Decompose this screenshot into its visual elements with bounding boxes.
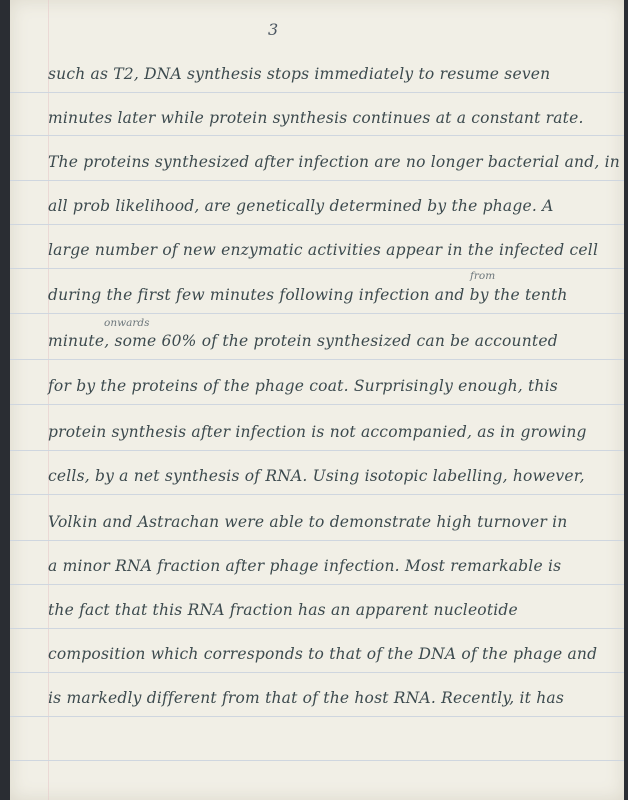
page-number: 3 (268, 20, 279, 39)
text-line-8: for by the proteins of the phage coat. Surprisingly enough, this (48, 377, 558, 395)
ruled-line (10, 494, 624, 495)
ruled-line (10, 760, 624, 761)
text-line-9: protein synthesis after infection is not accompanied, as in growing (48, 423, 587, 441)
ruled-line (10, 92, 624, 93)
text-line-6: during the first few minutes following infection and by the tenth (48, 286, 568, 304)
text-line-15: is markedly different from that of the host RNA. Recently, it has (48, 689, 564, 707)
text-line-7: minute, some 60% of the protein synthesized can be accounted (48, 332, 558, 350)
ruled-line (10, 268, 624, 269)
manuscript-page (10, 0, 624, 800)
ruled-line (10, 359, 624, 360)
text-line-11: Volkin and Astrachan were able to demonstrate high turnover in (48, 513, 568, 531)
text-line-3: The proteins synthesized after infection are no longer bacterial and, in (48, 153, 620, 171)
ruled-line (10, 450, 624, 451)
text-line-2: minutes later while protein synthesis continues at a constant rate. (48, 109, 584, 127)
text-line-5: large number of new enzymatic activities appear in the infected cell (48, 241, 599, 259)
ruled-line (10, 716, 624, 717)
ruled-line (10, 628, 624, 629)
text-line-12: a minor RNA fraction after phage infection. Most remarkable is (48, 557, 562, 575)
text-line-14: composition which corresponds to that of the DNA of the phage and (48, 645, 598, 663)
ruled-line (10, 313, 624, 314)
text-line-13: the fact that this RNA fraction has an apparent nucleotide (48, 601, 518, 619)
text-line-10: cells, by a net synthesis of RNA. Using isotopic labelling, however, (48, 467, 585, 485)
text-line-4: all prob likelihood, are genetically determined by the phage. A (48, 197, 554, 215)
ruled-line (10, 404, 624, 405)
ruled-line (10, 540, 624, 541)
ruled-line (10, 135, 624, 136)
insertion-onwards: onwards (104, 317, 150, 329)
text-line-1: such as T2, DNA synthesis stops immediately to resume seven (48, 65, 551, 83)
ruled-line (10, 180, 624, 181)
ruled-line (10, 224, 624, 225)
insertion-from: from (470, 270, 496, 282)
ruled-line (10, 584, 624, 585)
ruled-line (10, 672, 624, 673)
